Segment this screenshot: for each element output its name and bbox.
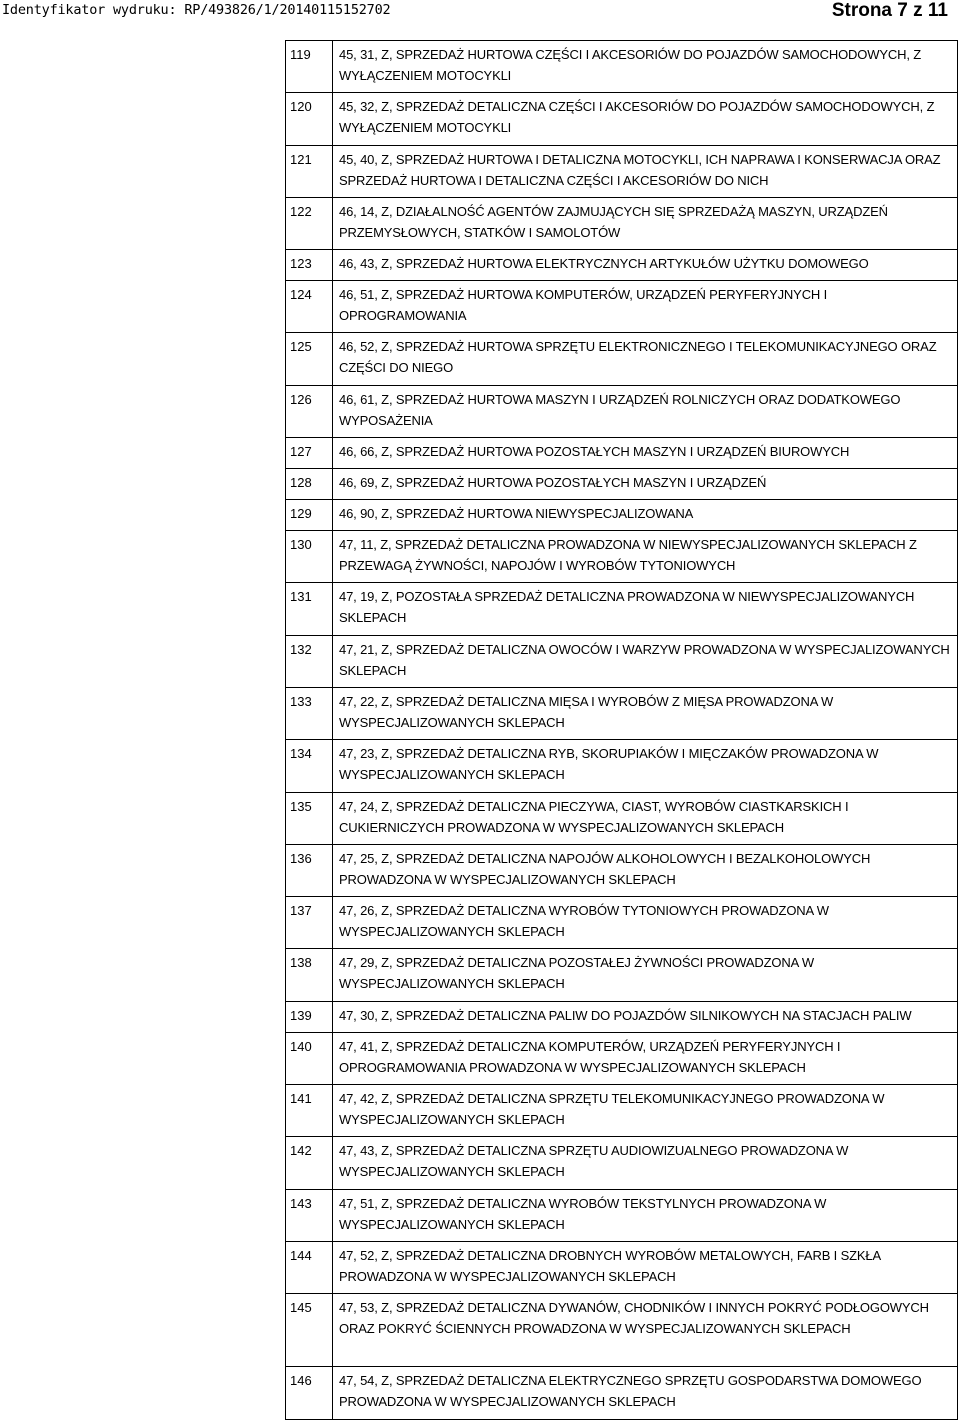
row-number: 146 <box>286 1367 333 1419</box>
row-number: 131 <box>286 583 333 635</box>
activity-description: 47, 23, Z, SPRZEDAŻ DETALICZNA RYB, SKORUPIAKÓW I MIĘCZAKÓW PROWADZONA W WYSPECJALIZOWANYCH SKLEPACH <box>333 740 958 792</box>
activity-description: 47, 29, Z, SPRZEDAŻ DETALICZNA POZOSTAŁEJ ŻYWNOŚCI PROWADZONA W WYSPECJALIZOWANYCH SKLEPACH <box>333 949 958 1001</box>
activity-description: 47, 24, Z, SPRZEDAŻ DETALICZNA PIECZYWA, CIAST, WYROBÓW CIASTKARSKICH I CUKIERNICZYCH PROWADZONA W WYSPECJALIZOWANYCH SKLEPACH <box>333 792 958 844</box>
table-row <box>286 500 958 531</box>
activity-description: 45, 31, Z, SPRZEDAŻ HURTOWA CZĘŚCI I AKCESORIÓW DO POJAZDÓW SAMOCHODOWYCH, Z WYŁĄCZENIEM MOTOCYKLI <box>333 41 958 93</box>
row-number: 126 <box>286 385 333 437</box>
row-number: 140 <box>286 1032 333 1084</box>
activity-description: 47, 54, Z, SPRZEDAŻ DETALICZNA ELEKTRYCZNEGO SPRZĘTU GOSPODARSTWA DOMOWEGO PROWADZONA W WYSPECJALIZOWANYCH SKLEPACH <box>333 1367 958 1419</box>
table-row <box>286 250 958 281</box>
print-identifier: Identyfikator wydruku: RP/493826/1/20140115152702 <box>2 2 391 18</box>
table-row <box>286 844 958 896</box>
page-header <box>0 0 960 22</box>
table-row <box>286 385 958 437</box>
activity-description: 46, 51, Z, SPRZEDAŻ HURTOWA KOMPUTERÓW, URZĄDZEŃ PERYFERYJNYCH I OPROGRAMOWANIA <box>333 281 958 333</box>
table-row <box>286 635 958 687</box>
activity-description: 47, 41, Z, SPRZEDAŻ DETALICZNA KOMPUTERÓW, URZĄDZEŃ PERYFERYJNYCH I OPROGRAMOWANIA PROWADZONA W WYSPECJALIZOWANYCH SKLEPACH <box>333 1032 958 1084</box>
activity-description: 46, 52, Z, SPRZEDAŻ HURTOWA SPRZĘTU ELEKTRONICZNEGO I TELEKOMUNIKACYJNEGO ORAZ CZĘŚCI DO NIEGO <box>333 333 958 385</box>
table-row <box>286 740 958 792</box>
table-row <box>286 1367 958 1419</box>
table-row <box>286 792 958 844</box>
table-row <box>286 531 958 583</box>
activity-description: 46, 43, Z, SPRZEDAŻ HURTOWA ELEKTRYCZNYCH ARTYKUŁÓW UŻYTKU DOMOWEGO <box>333 250 958 281</box>
table-row <box>286 1137 958 1189</box>
table-row <box>286 1032 958 1084</box>
activity-description: 47, 43, Z, SPRZEDAŻ DETALICZNA SPRZĘTU AUDIOWIZUALNEGO PROWADZONA W WYSPECJALIZOWANYCH SKLEPACH <box>333 1137 958 1189</box>
row-number: 141 <box>286 1085 333 1137</box>
row-number: 133 <box>286 687 333 739</box>
row-number: 129 <box>286 500 333 531</box>
activity-description: 47, 11, Z, SPRZEDAŻ DETALICZNA PROWADZONA W NIEWYSPECJALIZOWANYCH SKLEPACH Z PRZEWAGĄ ŻYWNOŚCI, NAPOJÓW I WYROBÓW TYTONIOWYCH <box>333 531 958 583</box>
row-number: 125 <box>286 333 333 385</box>
table-row <box>286 1294 958 1367</box>
row-number: 120 <box>286 93 333 145</box>
row-number: 121 <box>286 145 333 197</box>
row-number: 130 <box>286 531 333 583</box>
table-row <box>286 583 958 635</box>
activity-description: 47, 25, Z, SPRZEDAŻ DETALICZNA NAPOJÓW ALKOHOLOWYCH I BEZALKOHOLOWYCH PROWADZONA W WYSPECJALIZOWANYCH SKLEPACH <box>333 844 958 896</box>
row-number: 119 <box>286 41 333 93</box>
row-number: 127 <box>286 438 333 469</box>
table-row <box>286 469 958 500</box>
activity-description: 47, 19, Z, POZOSTAŁA SPRZEDAŻ DETALICZNA PROWADZONA W NIEWYSPECJALIZOWANYCH SKLEPACH <box>333 583 958 635</box>
table-row <box>286 41 958 93</box>
activity-description: 47, 21, Z, SPRZEDAŻ DETALICZNA OWOCÓW I WARZYW PROWADZONA W WYSPECJALIZOWANYCH SKLEPACH <box>333 635 958 687</box>
activity-description: 45, 32, Z, SPRZEDAŻ DETALICZNA CZĘŚCI I AKCESORIÓW DO POJAZDÓW SAMOCHODOWYCH, Z WYŁĄCZENIEM MOTOCYKLI <box>333 93 958 145</box>
activity-description: 47, 42, Z, SPRZEDAŻ DETALICZNA SPRZĘTU TELEKOMUNIKACYJNEGO PROWADZONA W WYSPECJALIZOWANYCH SKLEPACH <box>333 1085 958 1137</box>
table-row <box>286 93 958 145</box>
activity-description: 47, 51, Z, SPRZEDAŻ DETALICZNA WYROBÓW TEKSTYLNYCH PROWADZONA W WYSPECJALIZOWANYCH SKLEPACH <box>333 1189 958 1241</box>
row-number: 136 <box>286 844 333 896</box>
activity-description: 47, 30, Z, SPRZEDAŻ DETALICZNA PALIW DO POJAZDÓW SILNIKOWYCH NA STACJACH PALIW <box>333 1001 958 1032</box>
pkd-activities-table <box>285 40 958 1420</box>
page-number: Strona 7 z 11 <box>831 0 948 21</box>
activity-description: 47, 22, Z, SPRZEDAŻ DETALICZNA MIĘSA I WYROBÓW Z MIĘSA PROWADZONA W WYSPECJALIZOWANYCH SKLEPACH <box>333 687 958 739</box>
row-number: 124 <box>286 281 333 333</box>
table-row <box>286 897 958 949</box>
table-row <box>286 1001 958 1032</box>
activity-description: 47, 53, Z, SPRZEDAŻ DETALICZNA DYWANÓW, CHODNIKÓW I INNYCH POKRYĆ PODŁOGOWYCH ORAZ POKRYĆ ŚCIENNYCH PROWADZONA W WYSPECJALIZOWANYCH SKLEPACH <box>333 1294 958 1367</box>
activity-description: 46, 69, Z, SPRZEDAŻ HURTOWA POZOSTAŁYCH MASZYN I URZĄDZEŃ <box>333 469 958 500</box>
row-number: 143 <box>286 1189 333 1241</box>
activity-description: 46, 14, Z, DZIAŁALNOŚĆ AGENTÓW ZAJMUJĄCYCH SIĘ SPRZEDAŻĄ MASZYN, URZĄDZEŃ PRZEMYSŁOWYCH, STATKÓW I SAMOLOTÓW <box>333 197 958 249</box>
table-row <box>286 333 958 385</box>
row-number: 132 <box>286 635 333 687</box>
row-number: 139 <box>286 1001 333 1032</box>
row-number: 122 <box>286 197 333 249</box>
activity-description: 45, 40, Z, SPRZEDAŻ HURTOWA I DETALICZNA MOTOCYKLI, ICH NAPRAWA I KONSERWACJA ORAZ SPRZEDAŻ HURTOWA I DETALICZNA CZĘŚCI I AKCESORIÓW DO NICH <box>333 145 958 197</box>
row-number: 137 <box>286 897 333 949</box>
row-number: 138 <box>286 949 333 1001</box>
table-row <box>286 1241 958 1293</box>
activity-description: 47, 26, Z, SPRZEDAŻ DETALICZNA WYROBÓW TYTONIOWYCH PROWADZONA W WYSPECJALIZOWANYCH SKLEPACH <box>333 897 958 949</box>
table-row <box>286 687 958 739</box>
row-number: 145 <box>286 1294 333 1367</box>
table-row <box>286 1085 958 1137</box>
activity-description: 47, 52, Z, SPRZEDAŻ DETALICZNA DROBNYCH WYROBÓW METALOWYCH, FARB I SZKŁA PROWADZONA W WYSPECJALIZOWANYCH SKLEPACH <box>333 1241 958 1293</box>
activity-description: 46, 66, Z, SPRZEDAŻ HURTOWA POZOSTAŁYCH MASZYN I URZĄDZEŃ BIUROWYCH <box>333 438 958 469</box>
table-row <box>286 145 958 197</box>
row-number: 134 <box>286 740 333 792</box>
table-row <box>286 949 958 1001</box>
table-row <box>286 197 958 249</box>
row-number: 142 <box>286 1137 333 1189</box>
row-number: 144 <box>286 1241 333 1293</box>
activity-description: 46, 90, Z, SPRZEDAŻ HURTOWA NIEWYSPECJALIZOWANA <box>333 500 958 531</box>
row-number: 123 <box>286 250 333 281</box>
row-number: 128 <box>286 469 333 500</box>
activity-description: 46, 61, Z, SPRZEDAŻ HURTOWA MASZYN I URZĄDZEŃ ROLNICZYCH ORAZ DODATKOWEGO WYPOSAŻENIA <box>333 385 958 437</box>
table-row <box>286 438 958 469</box>
table-row <box>286 281 958 333</box>
row-number: 135 <box>286 792 333 844</box>
table-row <box>286 1189 958 1241</box>
